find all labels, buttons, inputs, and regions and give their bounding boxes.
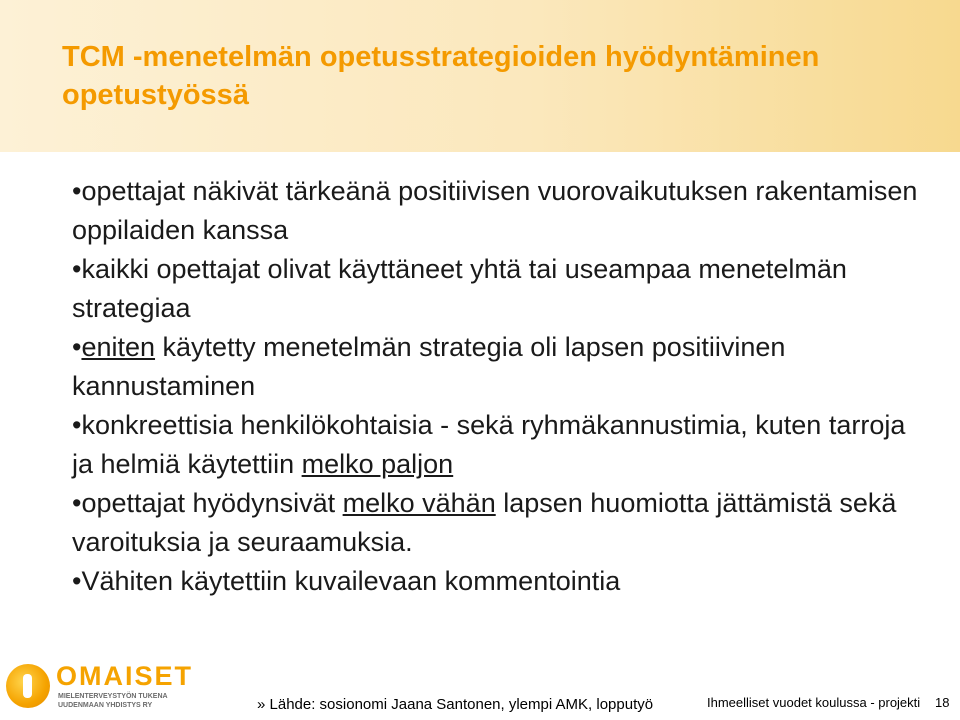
logo-emblem-icon — [6, 664, 50, 708]
bullet-item-3: •eniten käytetty menetelmän strategia oli lapsen positiivinen kannustaminen — [72, 332, 786, 401]
bullet-item-5: •opettajat hyödynsivät melko vähän lapsen huomiotta jättämistä sekä varoituksia ja seuraamuksia. — [72, 488, 897, 557]
bullet-text: käytetty menetelmän strategia oli lapsen positiivinen kannustaminen — [72, 332, 786, 401]
bullet-text: Vähiten käytettiin kuvailevaan kommentointia — [81, 566, 621, 596]
slide-title-line-2: opetustyössä — [62, 79, 249, 111]
source-citation: » Lähde: sosionomi Jaana Santonen, ylempi AMK, lopputyö — [257, 696, 654, 713]
logo-name: OMAISET — [56, 661, 194, 691]
bullet-text-after: lapsen huomiotta jättämistä sekä varoituksia ja seuraamuksia. — [72, 488, 897, 557]
bullet-text: opettajat hyödynsivät — [81, 488, 343, 518]
bullet-underlined-text: melko paljon — [301, 449, 454, 479]
bullet-item-4: •konkreettisia henkilökohtaisia - sekä ryhmäkannustimia, kuten tarroja ja helmiä käytettiin melko paljon — [72, 410, 906, 479]
logo-subtitle: MIELENTERVEYSTYÖN TUKENA UUDENMAAN YHDISTYS RY — [58, 693, 168, 709]
bullet-underlined-text: eniten — [81, 332, 156, 362]
bullet-underlined-text: melko vähän — [342, 488, 496, 518]
bullet-item-2: •kaikki opettajat olivat käyttäneet yhtä tai useampaa menetelmän strategiaa — [72, 254, 847, 323]
slide-title-line-1: TCM -menetelmän opetusstrategioiden hyödyntäminen — [62, 41, 820, 73]
slide-title — [62, 38, 922, 114]
project-name: Ihmeelliset vuodet koulussa - projekti — [707, 695, 921, 710]
bullet-list — [72, 172, 932, 601]
page-number: 18 — [935, 695, 950, 710]
bullet-text: konkreettisia henkilökohtaisia - sekä ryhmäkannustimia, kuten tarroja ja helmiä käytettiin — [72, 410, 906, 479]
bullet-text: kaikki opettajat olivat käyttäneet yhtä tai useampaa menetelmän strategiaa — [72, 254, 847, 323]
omaiset-logo — [6, 658, 194, 712]
bullet-text: opettajat näkivät tärkeänä positiivisen vuorovaikutuksen rakentamisen oppilaiden kanssa — [72, 176, 918, 245]
slide-footer — [0, 652, 960, 720]
bullet-item-1: •opettajat näkivät tärkeänä positiivisen vuorovaikutuksen rakentamisen oppilaiden kanssa — [72, 176, 918, 245]
bullet-item-6: •Vähiten käytettiin kuvailevaan kommentointia — [72, 566, 621, 596]
